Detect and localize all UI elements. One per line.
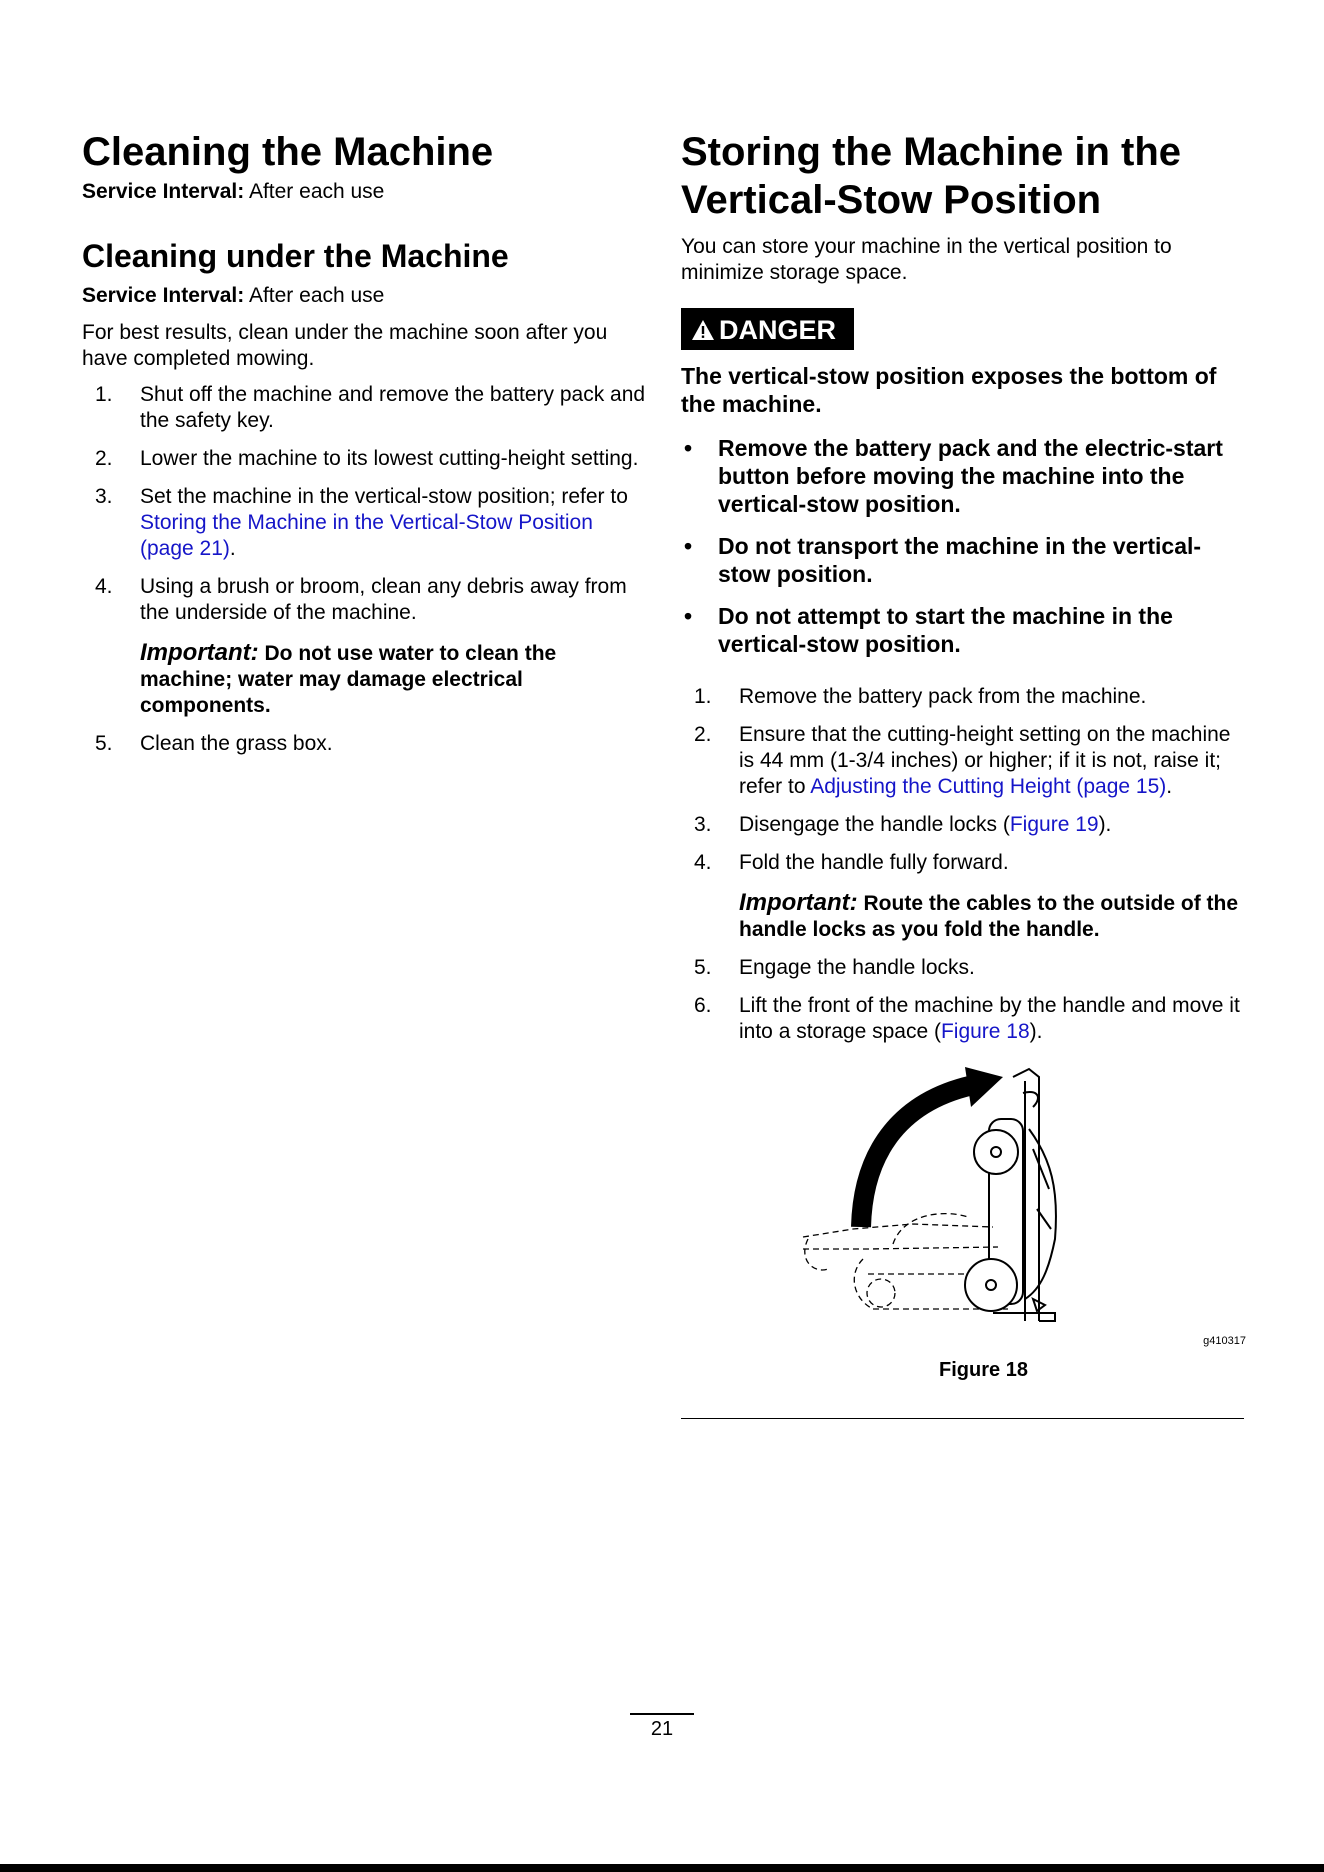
storing-steps: [681, 684, 1246, 1045]
list-item: 1. Remove the battery pack from the machine.: [694, 685, 1147, 708]
page-number: 21: [650, 1718, 674, 1740]
subsection-title-cleaning-under: Cleaning under the Machine: [82, 238, 509, 274]
danger-title: The vertical-stow position exposes the bottom of the machine.: [681, 363, 1217, 417]
left-column: [82, 128, 652, 769]
sub-service-interval-label: Service Interval:: [82, 284, 245, 307]
danger-badge: DANGER: [681, 308, 854, 350]
danger-list: [681, 434, 1246, 658]
list-item: 4. Using a brush or broom, clean any debris away from the underside of the machine. Important: Do not use water to clean the machine; water may damage electrical components.: [82, 574, 652, 719]
list-item: 3. Disengage the handle locks (Figure 19).: [694, 813, 1112, 836]
link-storing-machine[interactable]: Storing the Machine in the Vertical-Stow Position (page 21): [140, 511, 593, 560]
service-interval-value: After each use: [248, 180, 385, 203]
cleaning-steps: [82, 382, 652, 757]
important-note: Important: Do not use water to clean the machine; water may damage electrical components.: [140, 639, 557, 717]
list-item: 1. Shut off the machine and remove the battery pack and the safety key.: [95, 383, 646, 432]
list-item: • Do not transport the machine in the vertical-stow position.: [684, 533, 1202, 587]
divider: [681, 1418, 1244, 1419]
section-title-storing: Storing the Machine in the Vertical-Stow Position: [681, 130, 1182, 222]
figure-code: g410317: [1203, 1335, 1246, 1347]
warning-triangle-icon: [691, 319, 715, 341]
list-item: 3. Set the machine in the vertical-stow position; refer to Storing the Machine in the Vertical-Stow Position (page 21).: [95, 485, 628, 560]
cleaning-intro: For best results, clean under the machine soon after you have completed mowing.: [82, 321, 608, 370]
mower-vertical-stow-illustration: [793, 1059, 1123, 1349]
section-title-cleaning: Cleaning the Machine: [82, 130, 494, 174]
list-item: 5. Engage the handle locks.: [694, 956, 975, 979]
list-item: 6. Lift the front of the machine by the handle and move it into a storage space (Figure 18).: [694, 994, 1240, 1043]
figure-18: [681, 1059, 1246, 1359]
storing-intro: You can store your machine in the vertical position to minimize storage space.: [681, 235, 1172, 284]
sub-service-interval-value: After each use: [248, 284, 385, 307]
link-figure-18[interactable]: Figure 18: [940, 1020, 1030, 1043]
page-footer: [630, 1713, 694, 1741]
figure-caption: Figure 18: [939, 1359, 1028, 1381]
footer-rule: [630, 1713, 694, 1715]
list-item: 2. Lower the machine to its lowest cutting-height setting.: [95, 447, 639, 470]
right-column: [681, 128, 1246, 1419]
list-item: • Do not attempt to start the machine in the vertical-stow position.: [684, 603, 1173, 657]
sub-service-interval: [82, 282, 652, 310]
bottom-strip: [0, 1864, 1324, 1872]
service-interval-label: Service Interval:: [82, 180, 245, 203]
list-item: 2. Ensure that the cutting-height setting on the machine is 44 mm (1-3/4 inches) or higher; if it is not, raise it; refer to Adjusting the Cutting Height (page 15).: [694, 723, 1231, 798]
list-item: • Remove the battery pack and the electric-start button before moving the machine into the vertical-stow position.: [684, 435, 1223, 517]
link-figure-19[interactable]: Figure 19: [1009, 813, 1099, 836]
list-item: 5. Clean the grass box.: [95, 732, 333, 755]
service-interval: [82, 178, 652, 206]
important-note: Important: Route the cables to the outside of the handle locks as you fold the handle.: [739, 889, 1239, 941]
link-adjusting-cutting-height[interactable]: Adjusting the Cutting Height (page 15): [810, 775, 1167, 798]
list-item: 4. Fold the handle fully forward. Important: Route the cables to the outside of the handle locks as you fold the handle.: [681, 850, 1246, 943]
danger-box: [681, 308, 1246, 658]
